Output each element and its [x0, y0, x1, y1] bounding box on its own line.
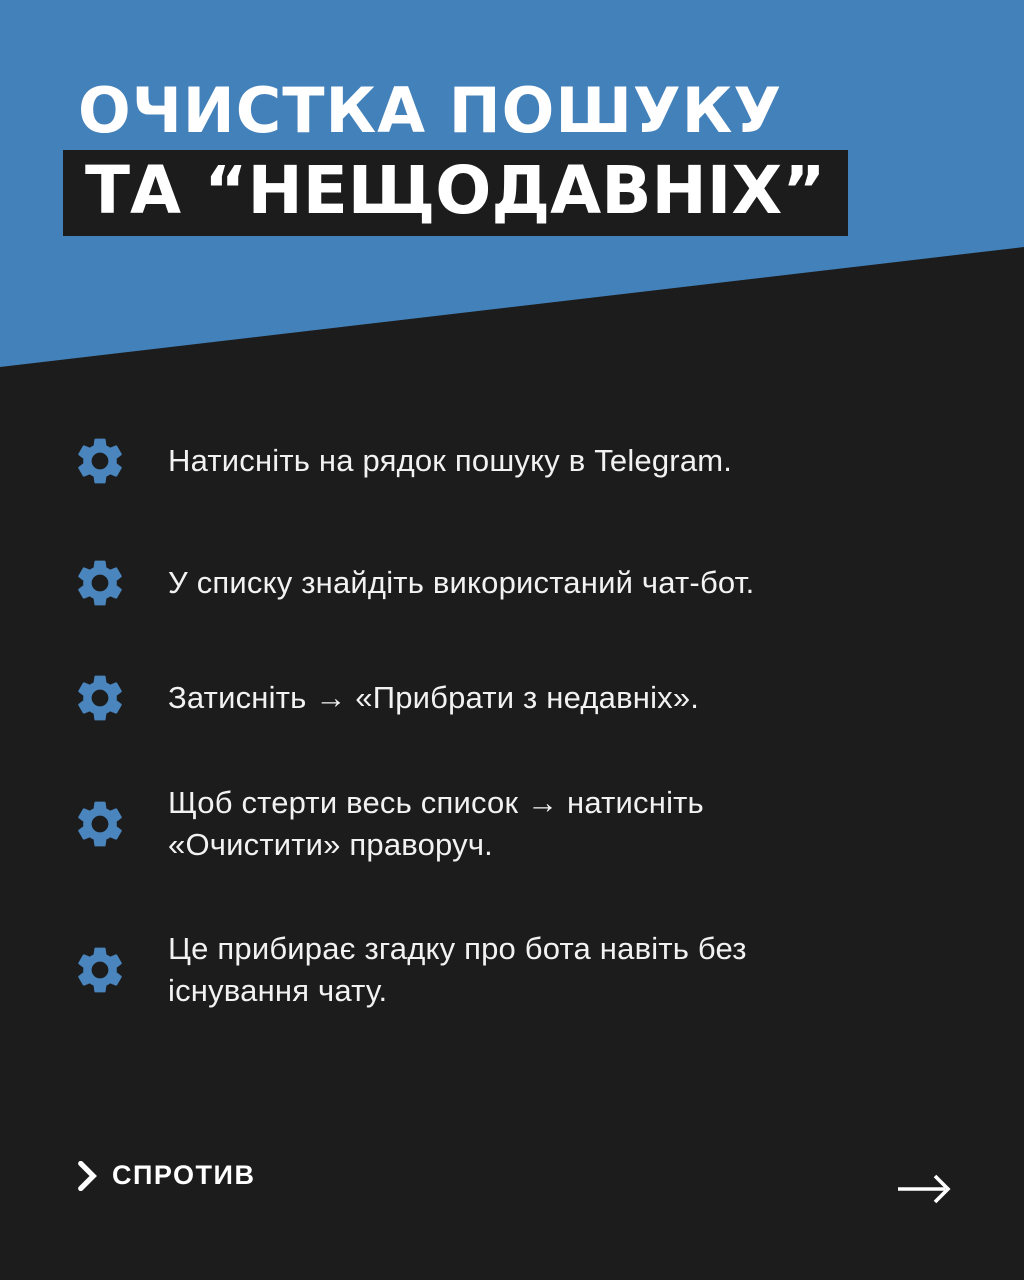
step-item-2 [72, 555, 972, 611]
step-text-line: У списку знайдіть використаний чат-бот. [168, 565, 755, 600]
step-text [168, 677, 699, 719]
step-text-line: Щоб стерти весь список → натисніть [168, 785, 704, 820]
page-title-line1: ОЧИСТКА ПОШУКУ [78, 74, 783, 147]
page-title-line2: ТА “НЕЩОДАВНІХ” [85, 152, 826, 229]
step-text-line: існування чату. [168, 973, 388, 1008]
brand-label: СПРОТИВ [112, 1160, 256, 1190]
step-text [168, 782, 704, 866]
step-text-line: Це прибирає згадку про бота навіть без [168, 931, 747, 966]
step-text [168, 440, 732, 482]
gear-icon [72, 796, 128, 852]
page-title-band [63, 150, 848, 236]
step-item-1 [72, 433, 972, 489]
step-item-4 [72, 782, 972, 866]
gear-icon [72, 942, 128, 998]
gear-icon [72, 555, 128, 611]
step-text-line: Затисніть → «Прибрати з недавніх». [168, 680, 700, 715]
chevron-right-icon [76, 1161, 98, 1191]
page-title [78, 74, 783, 147]
step-text-line: «Очистити» праворуч. [168, 827, 493, 862]
step-text [168, 562, 754, 604]
step-item-5 [72, 928, 972, 1012]
gear-icon [72, 670, 128, 726]
gear-icon [72, 433, 128, 489]
step-item-3 [72, 670, 972, 726]
step-text-line: Натисніть на рядок пошуку в Telegram. [168, 443, 733, 478]
long-right-arrow-icon[interactable] [895, 1170, 953, 1208]
step-text [168, 928, 747, 1012]
brand-logo [76, 1160, 255, 1191]
